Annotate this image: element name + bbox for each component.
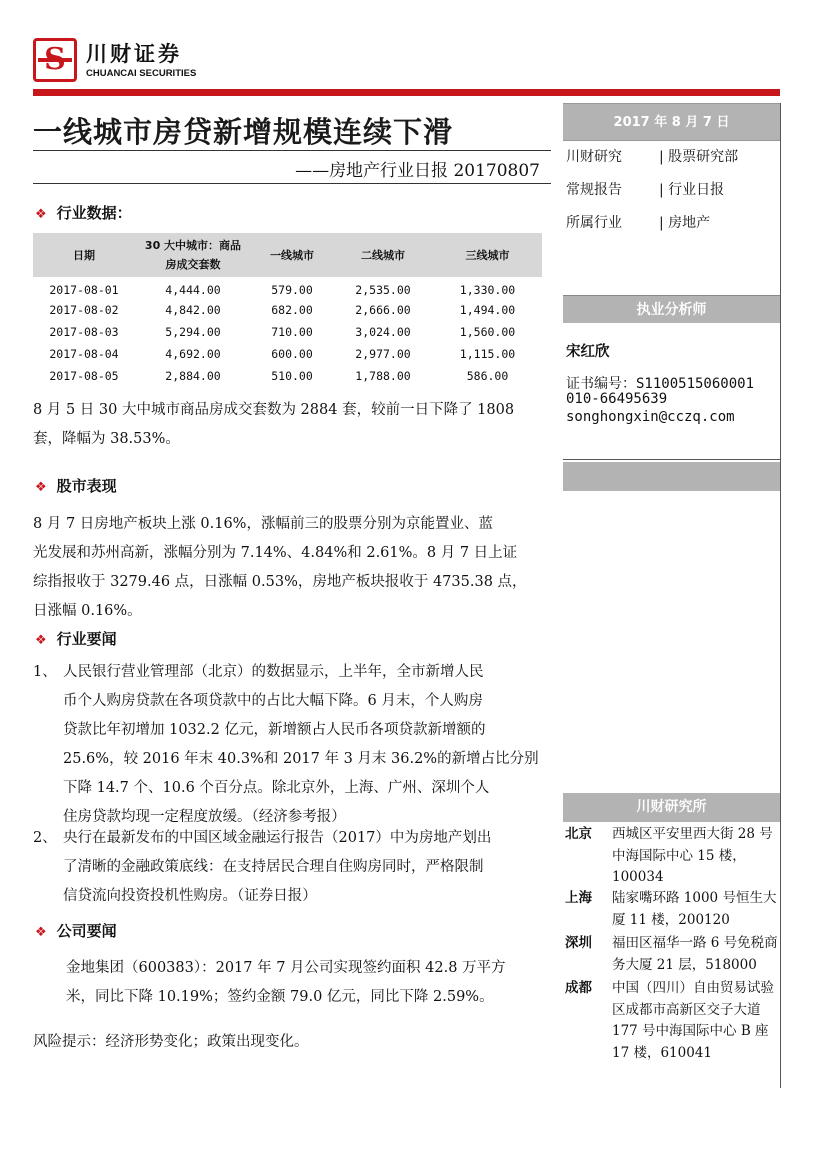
table-cell: 2017-08-05	[49, 369, 119, 383]
text-line: 光发展和苏州高新，涨幅分别为 7.14%、4.84%和 2.61%。8 月 7 日上证	[33, 545, 518, 561]
sidebar-grey-bar	[563, 462, 780, 491]
report-subtitle: ——房地产行业日报 20170807	[295, 161, 540, 181]
table-cell: 1,330.00	[459, 283, 516, 297]
report-info	[563, 146, 780, 245]
info-key: 所属行业	[566, 215, 622, 231]
table-cell: 579.00	[271, 283, 313, 297]
office-address: 陆家嘴环路 1000 号恒生大厦 11 楼，200120	[612, 890, 777, 928]
table-cell: 1,788.00	[355, 369, 411, 383]
table-cell: 510.00	[271, 369, 313, 383]
text-line: 下降 14.7 个、10.6 个百分点。除北京外，上海、广州、深圳个人	[63, 780, 490, 796]
office-address: 中国（四川）自由贸易试验区成都市高新区交子大道 177 号中海国际中心 B 座 17 楼，610041	[612, 980, 774, 1061]
industry-summary	[33, 396, 551, 454]
table-header-cell: 日期	[33, 233, 135, 277]
table-header-cell: 二线城市	[333, 233, 433, 277]
text-line: 央行在最新发布的中国区域金融运行报告（2017）中为房地产划出	[63, 830, 492, 846]
table-cell: 4,444.00	[165, 283, 221, 297]
table-cell: 4,842.00	[165, 303, 221, 317]
news-item	[33, 658, 551, 832]
table-cell: 2,666.00	[355, 303, 411, 317]
text-line: 住房贷款均现一定程度放缓。（经济参考报）	[63, 809, 346, 825]
text-line: 25.6%，较 2016 年末 40.3%和 2017 年 3 月末 36.2%的新增占比分别	[63, 751, 539, 767]
table-cell: 682.00	[271, 303, 313, 317]
market-paragraph	[33, 510, 551, 626]
text-line: 贷款比年初增加 1032.2 亿元，新增额占人民币各项贷款新增额的	[63, 722, 486, 738]
report-title: 一线城市房贷新增规模连续下滑	[33, 115, 454, 149]
table-cell: 2017-08-01	[49, 283, 119, 297]
info-row	[563, 179, 780, 212]
text-line: 米，同比下降 10.19%；签约金额 79.0 亿元，同比下降 2.59%。	[66, 989, 494, 1005]
logo-letter: S	[44, 42, 66, 77]
risk-warning: 风险提示：经济形势变化；政策出现变化。	[33, 1034, 309, 1050]
table-cell: 5,294.00	[165, 325, 221, 339]
text-line: 日涨幅 0.16%。	[33, 603, 142, 619]
table-cell: 2,884.00	[165, 369, 221, 383]
text-line: 币个人购房贷款在各项贷款中的占比大幅下降。6 月末，个人购房	[63, 693, 483, 709]
analyst-name: 宋红欣	[566, 344, 610, 360]
table-header-cell: 三线城市	[433, 233, 542, 277]
info-key: 川财研究	[566, 149, 622, 165]
analyst-cert: 证书编号：S1100515060001	[566, 376, 755, 392]
table-row	[33, 299, 542, 321]
analyst-phone: 010-66495639	[566, 391, 668, 407]
office-address: 西城区平安里西大街 28 号中海国际中心 15 楼，100034	[612, 826, 773, 885]
info-value: | 行业日报	[659, 182, 725, 198]
office-city: 深圳	[565, 935, 592, 951]
text-line: 8 月 5 日 30 大中城市商品房成交套数为 2884 套，较前一日下降了 1808	[33, 402, 515, 418]
text-line: 信贷流向投资投机性购房。（证券日报）	[63, 888, 317, 904]
table-header-cell: 30 大中城市：商品房成交套数	[135, 233, 251, 277]
table-cell: 710.00	[271, 325, 313, 339]
office-city: 北京	[565, 826, 592, 842]
header-rule	[33, 89, 780, 96]
industry-data-table	[33, 233, 542, 387]
table-cell: 3,024.00	[355, 325, 411, 339]
analyst-email[interactable]: songhongxin@cczq.com	[566, 409, 735, 425]
subtitle-divider	[33, 183, 551, 184]
brand-name-en: CHUANCAI SECURITIES	[86, 68, 197, 79]
text-line: 综指报收于 3279.46 点，日涨幅 0.53%，房地产板块报收于 4735.38 点，	[33, 574, 527, 590]
diamond-bullet-icon: ❖	[35, 207, 47, 222]
diamond-bullet-icon: ❖	[35, 480, 47, 495]
table-cell: 4,692.00	[165, 347, 221, 361]
table-row	[33, 343, 542, 365]
sidebar-right-border	[780, 103, 781, 1088]
company-paragraph	[66, 954, 556, 1012]
brand-name-cn: 川财证券	[86, 42, 182, 66]
report-date: 2017 年 8 月 7 日	[613, 115, 730, 130]
table-cell: 1,115.00	[459, 347, 516, 361]
office-chengdu	[563, 978, 780, 1064]
table-cell: 586.00	[466, 369, 509, 383]
title-divider	[33, 150, 551, 151]
office-address: 福田区福华一路 6 号免税商务大厦 21 层，518000	[612, 935, 778, 973]
office-city: 上海	[565, 890, 592, 906]
table-row	[33, 321, 542, 343]
table-header-row	[33, 233, 542, 277]
diamond-bullet-icon: ❖	[35, 633, 47, 648]
institute-heading: 川财研究所	[563, 793, 780, 822]
table-row	[33, 365, 542, 387]
report-date-bar	[563, 103, 780, 141]
text-line: 套，降幅为 38.53%。	[33, 431, 180, 447]
office-beijing	[563, 824, 780, 889]
table-cell: 2017-08-03	[49, 325, 119, 339]
news-item	[33, 824, 551, 911]
info-value: | 股票研究部	[659, 149, 739, 165]
table-cell: 1,494.00	[459, 303, 516, 317]
office-city: 成都	[565, 980, 592, 996]
office-shenzhen	[563, 933, 780, 976]
logo	[33, 38, 77, 82]
table-row	[33, 277, 542, 299]
text-line: 了清晰的金融政策底线：在支持居民合理自住购房同时，严格限制	[63, 859, 484, 875]
analyst-heading: 执业分析师	[563, 295, 780, 323]
table-header-cell: 一线城市	[251, 233, 333, 277]
info-row	[563, 146, 780, 179]
section-heading-news: ❖ 行业要闻	[35, 630, 117, 648]
table-cell: 2,535.00	[355, 283, 411, 297]
info-row	[563, 212, 780, 245]
table-cell: 1,560.00	[459, 325, 516, 339]
info-key: 常规报告	[566, 182, 622, 198]
sidebar-divider	[563, 459, 780, 460]
text-line: 金地集团（600383）：2017 年 7 月公司实现签约面积 42.8 万平方	[66, 960, 506, 976]
diamond-bullet-icon: ❖	[35, 925, 47, 940]
news-number: 2、	[33, 830, 57, 846]
text-line: 人民银行营业管理部（北京）的数据显示，上半年，全市新增人民	[63, 664, 484, 680]
table-cell: 600.00	[271, 347, 313, 361]
table-cell: 2017-08-02	[49, 303, 119, 317]
section-heading-industry-data: ❖ 行业数据：	[35, 204, 132, 222]
section-heading-company: ❖ 公司要闻	[35, 922, 117, 940]
text-line: 8 月 7 日房地产板块上涨 0.16%，涨幅前三的股票分别为京能置业、蓝	[33, 516, 493, 532]
office-shanghai	[563, 888, 780, 931]
table-cell: 2,977.00	[355, 347, 411, 361]
info-value: | 房地产	[659, 215, 711, 231]
section-heading-market: ❖ 股市表现	[35, 477, 117, 495]
table-cell: 2017-08-04	[49, 347, 119, 361]
news-number: 1、	[33, 664, 57, 680]
